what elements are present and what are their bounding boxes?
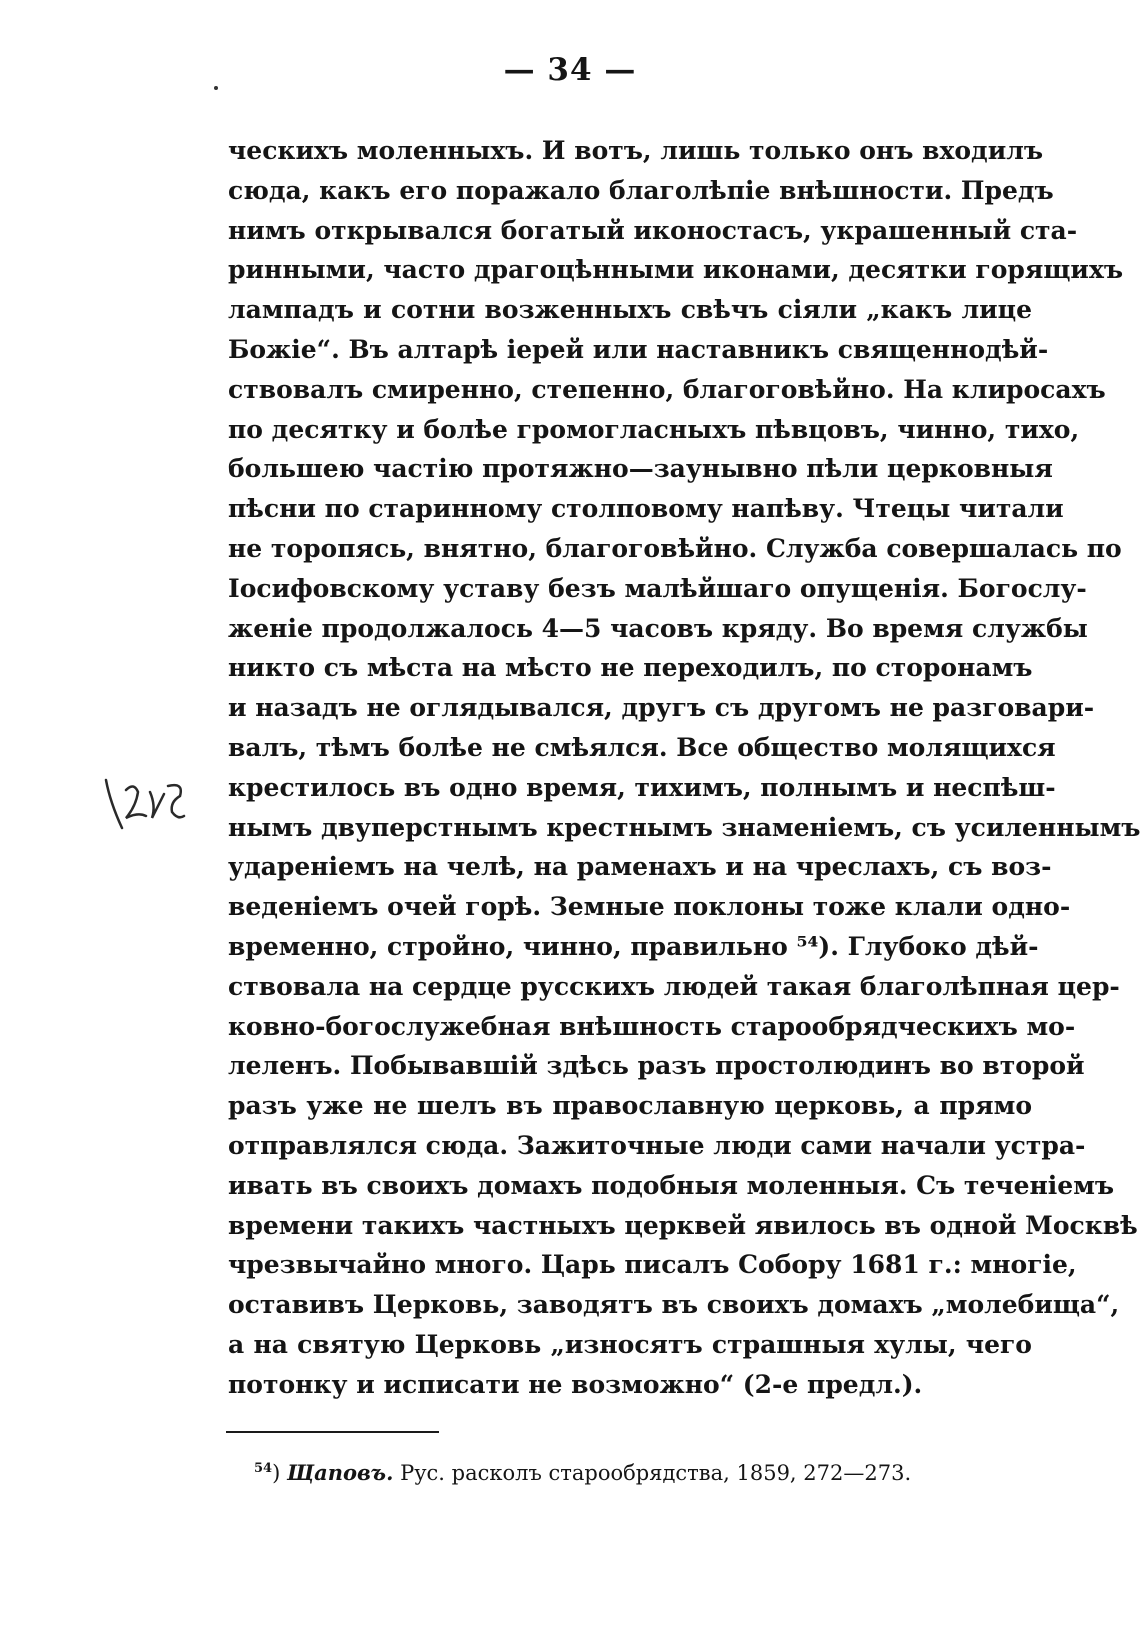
text-line: лампадъ и сотни возженныхъ свѣчъ сіяли „какъ лице [228, 295, 1032, 325]
text-line: потонку и исписати не возможно“ (2-е предл.). [228, 1369, 923, 1399]
footnote: $^{54}$) Щаповъ. Рус. расколъ старообрядства, 1859, 272—273. [254, 1460, 912, 1485]
text-line: временно, стройно, чинно, правильно ⁵⁴). Глубоко дѣй- [228, 931, 1039, 961]
text-line: по десятку и болѣе громогласныхъ пѣвцовъ, чинно, тихо, [228, 414, 1080, 444]
footnote-divider [226, 1431, 439, 1433]
text-line: чрезвычайно много. Царь писалъ Собору 1681 г.: многіе, [228, 1250, 1077, 1280]
handwritten-marginalia-icon [100, 772, 192, 852]
body-text [228, 131, 1141, 1405]
text-line: никто съ мѣста на мѣсто не переходилъ, по сторонамъ [228, 653, 1033, 683]
text-line: ринными, часто драгоцѣнными иконами, десятки горящихъ [228, 255, 1124, 285]
text-line: ческихъ моленныхъ. И вотъ, лишь только онъ входилъ [228, 136, 1044, 165]
text-line: разъ уже не шелъ въ православную церковь, а прямо [228, 1091, 1032, 1121]
text-line: сюда, какъ его поражало благолѣпіе внѣшности. Предъ [228, 175, 1054, 205]
text-line: ствовала на сердце русскихъ людей такая благолѣпная цер- [228, 971, 1120, 1001]
footnote-marker: 54 [254, 1461, 273, 1476]
text-line: отправлялся сюда. Зажиточные люди сами начали устра- [228, 1130, 1086, 1160]
text-line: ствовалъ смиренно, степенно, благоговѣйно. На клиросахъ [228, 374, 1106, 404]
text-line: ковно-богослужебная внѣшность старообрядческихъ мо- [228, 1011, 1076, 1041]
text-line: времени такихъ частныхъ церквей явилось въ одной Москвѣ [228, 1210, 1138, 1240]
text-line: веденіемъ очей горѣ. Земные поклоны тоже клали одно- [228, 892, 1071, 922]
text-line: леленъ. Побывавшій здѣсь разъ простолюдинъ во второй [228, 1051, 1085, 1081]
text-line: большею частію протяжно—заунывно пѣли церковныя [228, 454, 1053, 484]
text-line: ивать въ своихъ домахъ подобныя моленныя. Съ теченіемъ [228, 1170, 1115, 1200]
text-line: Божіе“. Въ алтарѣ іерей или наставникъ священнодѣй- [228, 334, 1049, 364]
text-line: женіе продолжалось 4—5 часовъ кряду. Во время службы [228, 613, 1088, 643]
text-line: нимъ открывался богатый иконостасъ, украшенный ста- [228, 215, 1078, 245]
text-line: пѣсни по старинному столповому напѣву. Чтецы читали [228, 494, 1064, 524]
text-line: не торопясь, внятно, благоговѣйно. Служба совершалась по [228, 533, 1122, 563]
text-line: и назадъ не оглядывался, другъ съ другомъ не разговари- [228, 693, 1095, 723]
text-line: удареніемъ на челѣ, на раменахъ и на чреслахъ, съ воз- [228, 852, 1052, 882]
text-line: а на святую Церковь „износятъ страшныя хулы, чего [228, 1329, 1032, 1359]
text-line: нымъ двуперстнымъ крестнымъ знаменіемъ, съ усиленнымъ [228, 812, 1141, 842]
text-line: оставивъ Церковь, заводятъ въ своихъ домахъ „молебища“, [228, 1290, 1120, 1320]
print-speck [214, 86, 218, 90]
text-line: Іосифовскому уставу безъ малѣйшаго опущенія. Богослу- [228, 573, 1087, 603]
text-line: крестилось въ одно время, тихимъ, полнымъ и неспѣш- [228, 772, 1056, 802]
footnote-text: Рус. расколъ старообрядства, 1859, 272—273. [400, 1461, 912, 1485]
footnote-author: Щаповъ. [286, 1460, 394, 1485]
text-line: валъ, тѣмъ болѣе не смѣялся. Все общество молящихся [228, 732, 1056, 762]
page-number: — 34 — [503, 52, 637, 88]
